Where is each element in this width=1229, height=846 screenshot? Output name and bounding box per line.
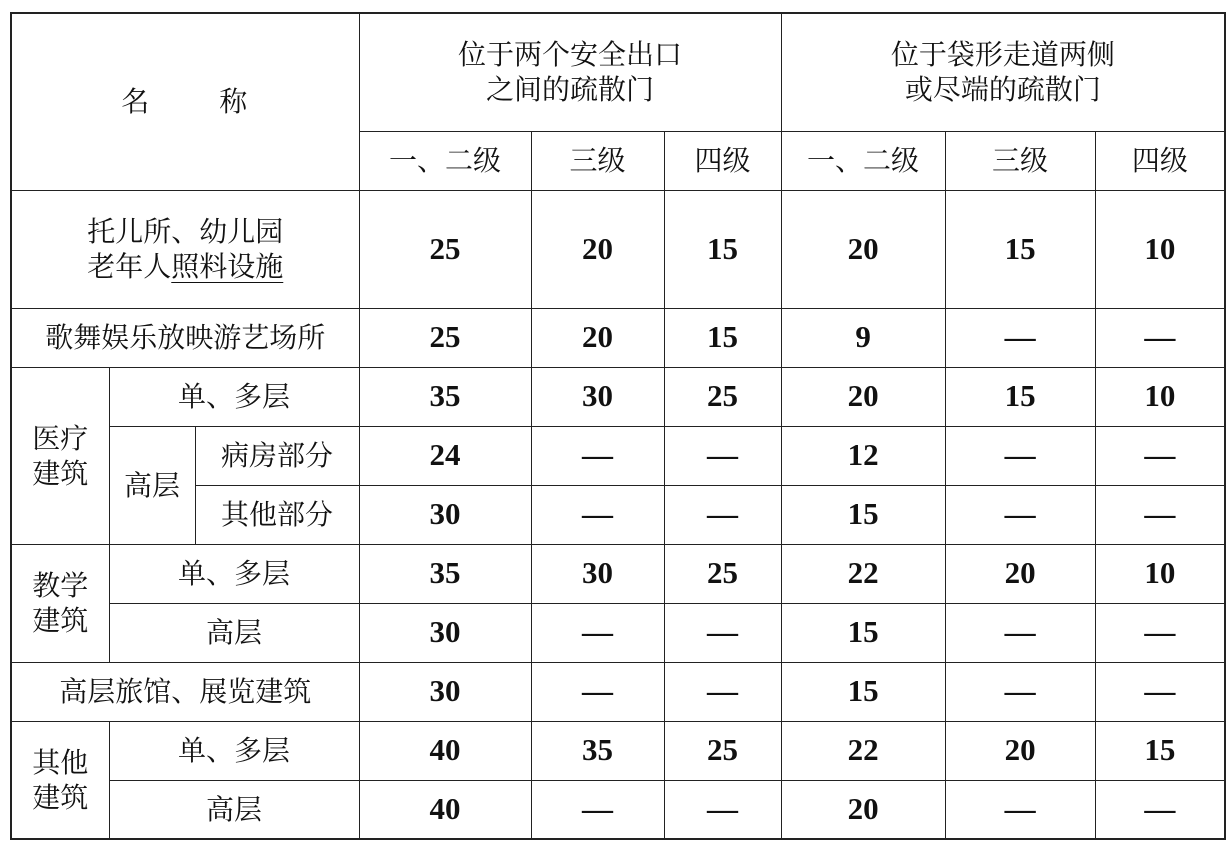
teaching-cat-line2: 建筑 [32,604,89,637]
row-label-entertainment: 歌舞娱乐放映游艺场所 [11,308,359,367]
table-cell: 30 [359,603,531,662]
table-cell: 35 [359,544,531,603]
group-header-between-exits [359,13,781,131]
table-cell: 30 [359,662,531,721]
childcare-line2-b: 照料设施 [171,250,284,283]
evacuation-distance-table [10,12,1226,840]
category-teaching [11,544,109,662]
table-cell: — [1095,662,1225,721]
table-cell: 30 [531,367,664,426]
table-cell: 15 [1095,721,1225,780]
teaching-low-label: 单、多层 [109,544,359,603]
other-low-label: 单、多层 [109,721,359,780]
table-cell: 15 [781,485,945,544]
table-cell: 20 [781,190,945,308]
table-cell: 22 [781,544,945,603]
table-row-teaching-low [11,544,1225,603]
table-row-entertainment [11,308,1225,367]
table-cell: 35 [359,367,531,426]
table-cell: — [945,662,1095,721]
table-cell: — [945,308,1095,367]
table-cell: — [664,485,781,544]
table-cell: 9 [781,308,945,367]
grade-header: 四级 [1095,131,1225,190]
table-cell: 12 [781,426,945,485]
other-high-label: 高层 [109,780,359,839]
table-cell: 22 [781,721,945,780]
table-cell: — [664,780,781,839]
name-header: 名称 [11,13,359,190]
table-row-medical-ward [11,426,1225,485]
other-cat-line1: 其他 [32,745,89,779]
row-label-childcare [11,190,359,308]
table-cell: 20 [781,367,945,426]
table-cell: — [1095,485,1225,544]
table-cell: 15 [945,367,1095,426]
table-cell: — [945,485,1095,544]
table-cell: — [664,426,781,485]
category-other [11,721,109,839]
grade-header: 四级 [664,131,781,190]
table-cell: — [531,603,664,662]
table-cell: — [531,780,664,839]
table-cell: — [945,603,1095,662]
table-cell: 10 [1095,544,1225,603]
table-cell: 15 [781,603,945,662]
table-cell: — [945,780,1095,839]
childcare-line2 [14,249,357,284]
table-cell: — [1095,603,1225,662]
table-cell: 20 [945,721,1095,780]
grade-header: 三级 [945,131,1095,190]
table-cell: 15 [781,662,945,721]
medical-low-label: 单、多层 [109,367,359,426]
table-cell: 10 [1095,190,1225,308]
table-row-teaching-high [11,603,1225,662]
table-cell: 25 [664,721,781,780]
table-cell: 20 [531,190,664,308]
group2-line1: 位于袋形走道两侧 [890,38,1115,72]
table-cell: — [664,662,781,721]
table-cell: 25 [664,367,781,426]
table-cell: 25 [359,308,531,367]
table-cell: 35 [531,721,664,780]
teaching-cat-line1: 教学 [32,569,89,602]
table-cell: — [1095,780,1225,839]
other-cat-line2: 建筑 [32,780,89,814]
table-cell: 20 [781,780,945,839]
medical-cat-line2: 建筑 [32,456,89,490]
table-cell: 40 [359,721,531,780]
category-medical [11,367,109,544]
medical-other-label: 其他部分 [195,485,359,544]
header-row-1 [11,13,1225,131]
table-cell: 25 [664,544,781,603]
table-cell: 30 [359,485,531,544]
table-cell: 20 [531,308,664,367]
table-cell: — [531,426,664,485]
medical-ward-label: 病房部分 [195,426,359,485]
table-row-childcare [11,190,1225,308]
table-cell: — [945,426,1095,485]
table-cell: — [664,603,781,662]
row-label-hotel: 高层旅馆、展览建筑 [11,662,359,721]
group2-line2: 或尽端的疏散门 [904,73,1101,107]
table-cell: — [1095,308,1225,367]
table-cell: 24 [359,426,531,485]
group-header-dead-end [781,13,1225,131]
table-cell: 40 [359,780,531,839]
grade-header: 一、二级 [781,131,945,190]
table-cell: 25 [359,190,531,308]
medical-cat-line1: 医疗 [32,421,89,455]
medical-high-label: 高层 [109,426,195,544]
table-cell: 20 [945,544,1095,603]
childcare-line1: 托儿所、幼儿园 [87,215,284,248]
grade-header: 三级 [531,131,664,190]
table-row-hotel [11,662,1225,721]
group1-line1: 位于两个安全出口 [458,38,683,72]
table-cell: 10 [1095,367,1225,426]
table-row-medical-low [11,367,1225,426]
group1-line2: 之间的疏散门 [486,73,655,107]
table-row-other-low [11,721,1225,780]
childcare-line2-a: 老年人 [87,250,172,283]
grade-header: 一、二级 [359,131,531,190]
table-cell: 15 [945,190,1095,308]
table-cell: — [531,662,664,721]
table-cell: 15 [664,308,781,367]
table-row-other-high [11,780,1225,839]
table-cell: — [1095,426,1225,485]
teaching-high-label: 高层 [109,603,359,662]
table-cell: 15 [664,190,781,308]
table-cell: 30 [531,544,664,603]
table-cell: — [531,485,664,544]
